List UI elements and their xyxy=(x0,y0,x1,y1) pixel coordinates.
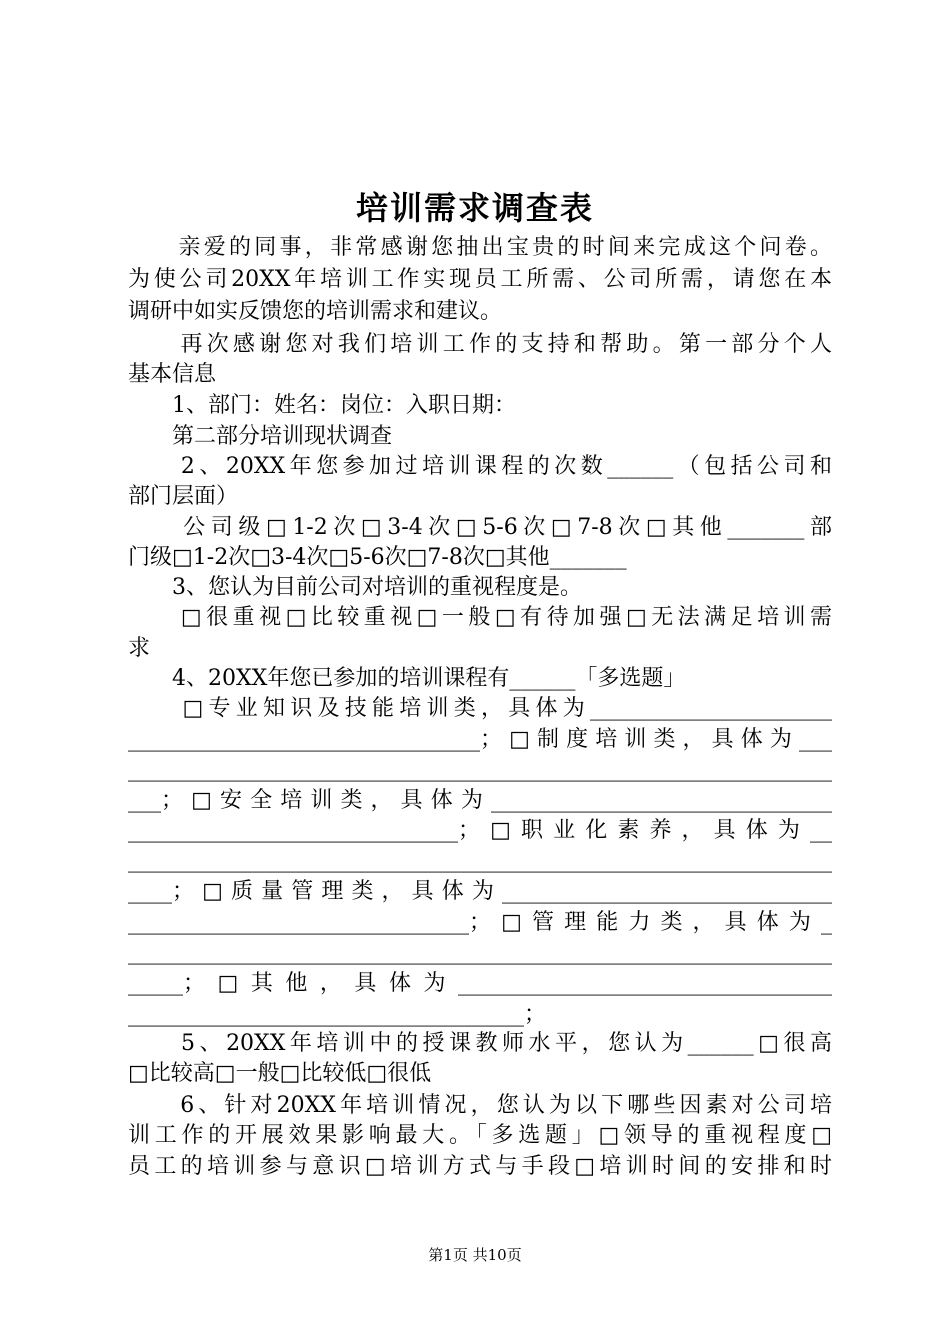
blank-line: ________________________________________________________________ xyxy=(128,757,832,782)
text-line: 亲爱的同事，非常感谢您抽出宝贵的时间来完成这个问卷。 xyxy=(128,235,832,260)
text-line: □比较高□一般□比较低□很低 xyxy=(128,1061,432,1086)
blank-line: ________________________________________________________________ xyxy=(128,940,832,965)
text-line: 调研中如实反馈您的培训需求和建议。 xyxy=(128,299,503,324)
text-line: 公司级□1-2次□3-4次□5-6次□7-8次□其他_______部 xyxy=(128,515,832,540)
text-line: ______________________________；□职业化素养，具体为__ xyxy=(128,818,832,843)
text-line: 训工作的开展效果影响最大。「多选题」□领导的重视程度□ xyxy=(128,1123,832,1148)
text-line: _______________________________；□管理能力类，具体为_ xyxy=(128,910,832,935)
text-line: ____________________________________； xyxy=(128,1002,547,1027)
text-line: 为使公司20XX年培训工作实现员工所需、公司所需，请您在本 xyxy=(128,267,832,292)
text-line: 5、20XX年培训中的授课教师水平，您认为______□很高 xyxy=(128,1031,832,1056)
text-line: 1、部门：姓名：岗位：入职日期： xyxy=(128,393,516,418)
text-line: 部门层面） xyxy=(128,484,239,509)
text-line: ___；□安全培训类，具体为_______________________________ xyxy=(128,788,832,813)
document-title: 培训需求调查表 xyxy=(355,189,594,227)
section-heading: 第二部分培训现状调查 xyxy=(128,424,393,449)
text-line: □很重视□比较重视□一般□有待加强□无法满足培训需 xyxy=(128,605,832,630)
text-line: 员工的培训参与意识□培训方式与手段□培训时间的安排和时 xyxy=(128,1154,832,1179)
text-line: _____；□其他，具体为__________________________________ xyxy=(128,971,832,996)
text-line: 再次感谢您对我们培训工作的支持和帮助。第一部分个人 xyxy=(128,332,832,357)
text-line: ________________________________；□制度培训类，具体为___ xyxy=(128,727,832,752)
text-line: 4、20XX年您已参加的培训课程有______「多选题」 xyxy=(128,666,686,691)
text-line: 门级□1-2次□3-4次□5-6次□7-8次□其他_______ xyxy=(128,545,627,570)
text-line: 求 xyxy=(128,636,151,661)
blank-line: ________________________________________________________________ xyxy=(128,848,832,873)
text-line: 6、针对20XX年培训情况，您认为以下哪些因素对公司培 xyxy=(128,1093,832,1118)
text-line: ____；□质量管理类，具体为______________________________ xyxy=(128,879,832,904)
text-line: 基本信息 xyxy=(128,362,217,387)
text-line: 2、20XX年您参加过培训课程的次数______（包括公司和 xyxy=(128,454,832,479)
text-line: □专业知识及技能培训类，具体为______________________ xyxy=(128,696,832,721)
page-footer: 第1页 共10页 xyxy=(428,1246,522,1264)
text-line: 3、您认为目前公司对培训的重视程度是。 xyxy=(128,575,582,600)
